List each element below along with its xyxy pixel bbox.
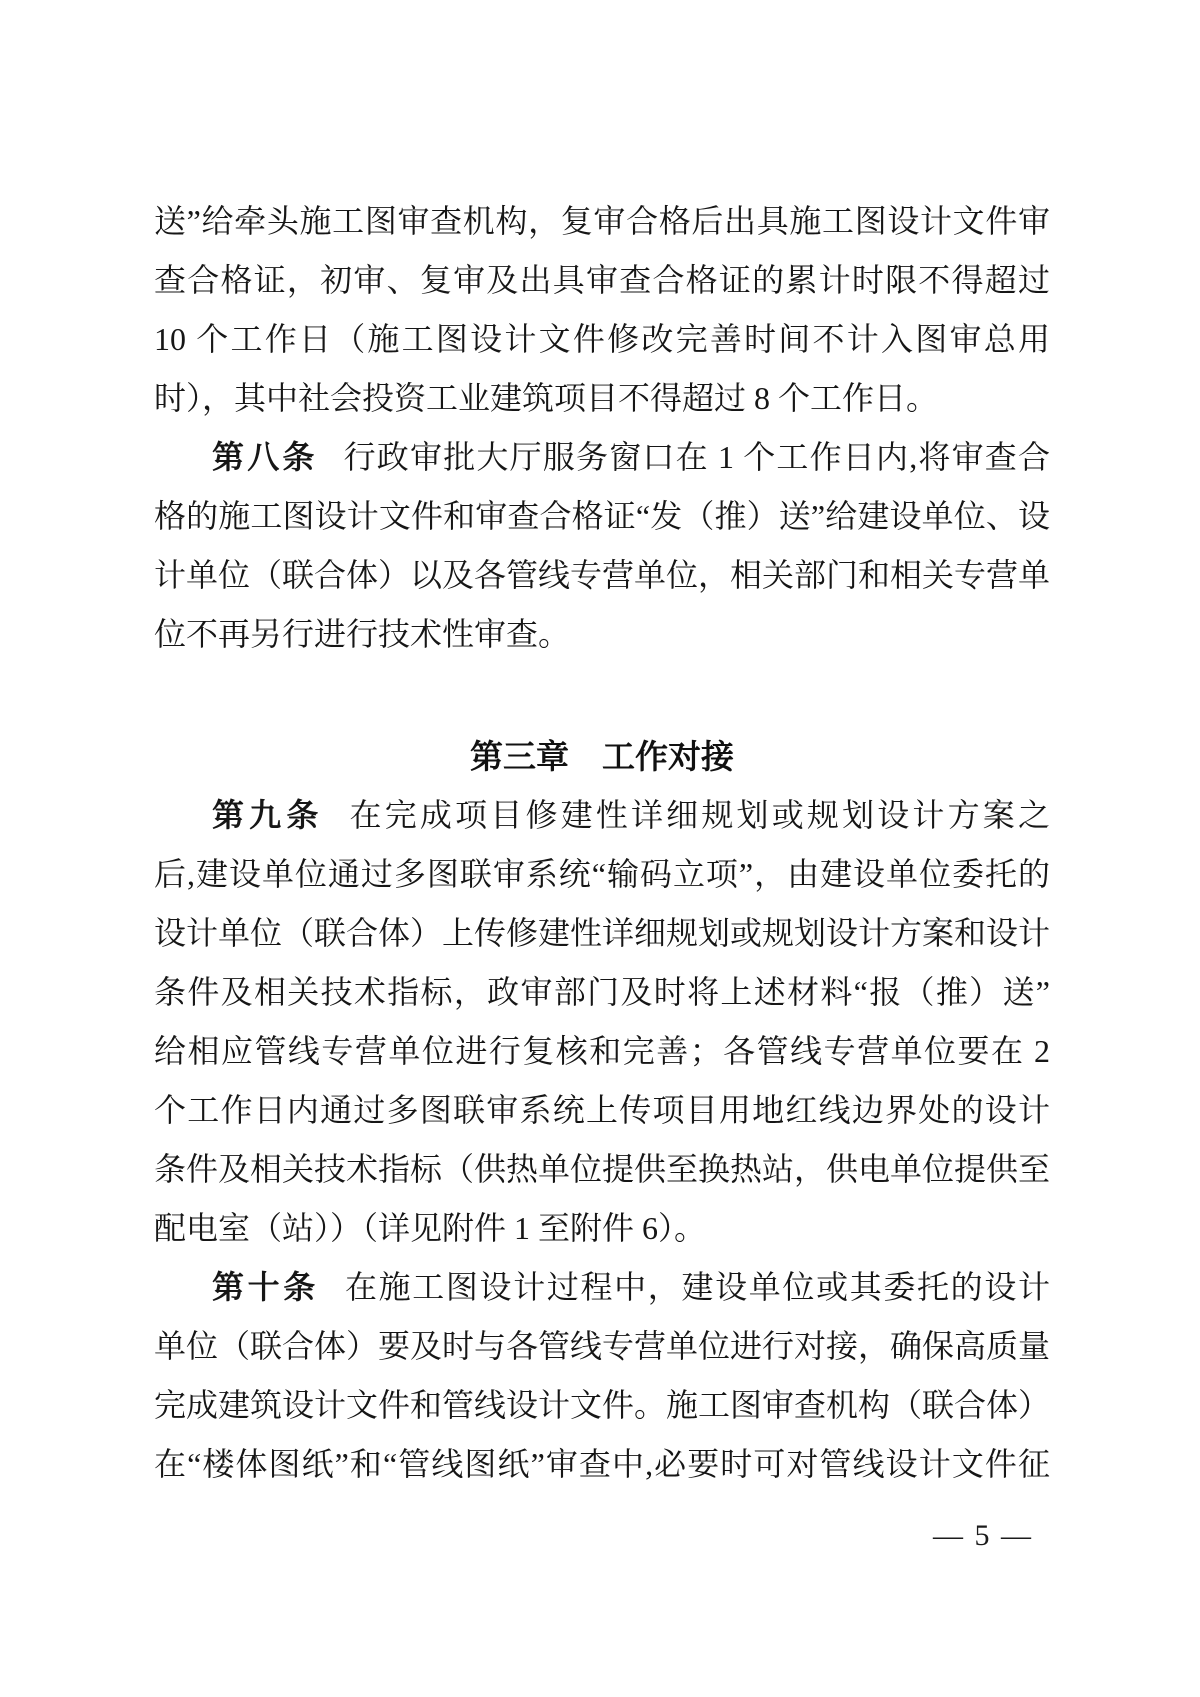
text-column [154, 192, 1050, 1494]
paragraph [154, 1258, 1050, 1494]
text-line: 第八条 行政审批大厅服务窗口在 1 个工作日内,将审查合 [212, 439, 1050, 475]
text-line: 完成建筑设计文件和管线设计文件。施工图审查机构（联合体） [154, 1387, 1051, 1423]
text-line: 条件及相关技术指标（供热单位提供至换热站，供电单位提供至 [154, 1151, 1051, 1187]
text-line: 个工作日内通过多图联审系统上传项目用地红线边界处的设计 [154, 1092, 1050, 1128]
chapter-heading: 第三章 工作对接 [470, 738, 734, 775]
text-line: 在“楼体图纸”和“管线图纸”审查中,必要时可对管线设计文件征 [154, 1446, 1050, 1482]
text-line: 送”给牵头施工图审查机构，复审合格后出具施工图设计文件审 [154, 203, 1050, 239]
paragraph [154, 428, 1050, 664]
text-line: 格的施工图设计文件和审查合格证“发（推）送”给建设单位、设 [154, 498, 1050, 534]
article-number: 第九条 [212, 797, 324, 833]
text-line: 单位（联合体）要及时与各管线专营单位进行对接，确保高质量 [154, 1328, 1051, 1364]
text-line: 查合格证，初审、复审及出具审查合格证的累计时限不得超过 [154, 262, 1050, 298]
paragraph [154, 786, 1050, 1258]
page-number: — 5 — [933, 1519, 1033, 1552]
text-line: 设计单位（联合体）上传修建性详细规划或规划设计方案和设计 [154, 915, 1051, 951]
text-line: 10 个工作日（施工图设计文件修改完善时间不计入图审总用 [154, 321, 1050, 357]
article-number: 第八条 [212, 439, 318, 475]
text-line: 后,建设单位通过多图联审系统“输码立项”，由建设单位委托的 [154, 856, 1050, 892]
text-line: 第九条 在完成项目修建性详细规划或规划设计方案之 [212, 797, 1050, 833]
paragraph [154, 192, 1050, 428]
article-number: 第十条 [212, 1269, 319, 1305]
text-line: 配电室（站））（详见附件 1 至附件 6）。 [154, 1210, 707, 1246]
text-line: 时），其中社会投资工业建筑项目不得超过 8 个工作日。 [154, 380, 939, 416]
text-line: 位不再另行进行技术性审查。 [154, 616, 571, 652]
text-line: 计单位（联合体）以及各管线专营单位，相关部门和相关专营单 [154, 557, 1051, 593]
text-line: 第十条 在施工图设计过程中，建设单位或其委托的设计 [212, 1269, 1050, 1305]
text-line: 给相应管线专营单位进行复核和完善；各管线专营单位要在 2 [154, 1033, 1050, 1069]
text-line: 条件及相关技术指标，政审部门及时将上述材料“报（推）送” [154, 974, 1050, 1010]
